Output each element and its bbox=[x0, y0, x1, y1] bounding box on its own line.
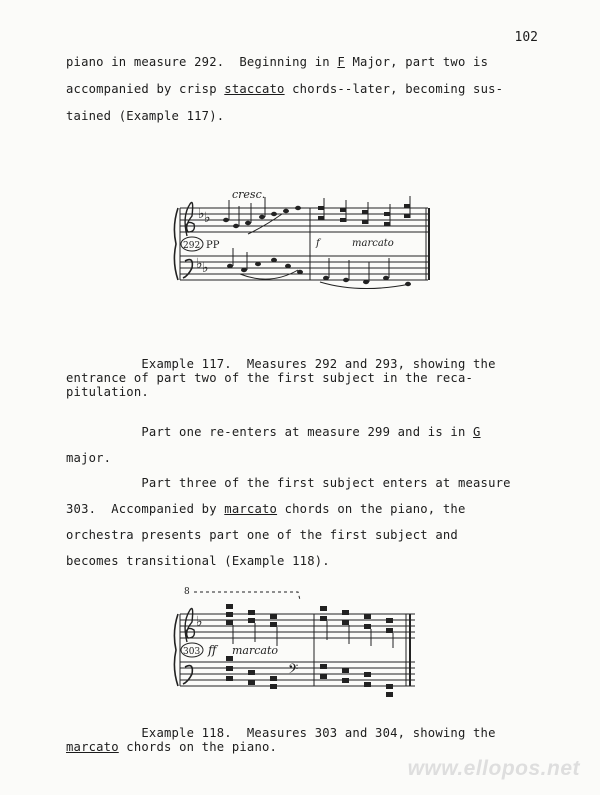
page-number: 102 bbox=[514, 30, 538, 45]
svg-text:♭: ♭ bbox=[196, 614, 203, 630]
svg-text:♭: ♭ bbox=[204, 210, 211, 226]
watermark: www.ellopos.net bbox=[407, 757, 580, 780]
svg-text:♭: ♭ bbox=[198, 206, 205, 222]
caption-118-line1: Example 118. Measures 303 and 304, showing the bbox=[66, 726, 496, 740]
underlined-term: marcato bbox=[224, 502, 278, 516]
body-line: orchestra presents part one of the first subject and bbox=[66, 528, 458, 542]
text-run: chords on the piano, the bbox=[277, 502, 466, 516]
octave-marking: 8 bbox=[184, 587, 190, 597]
underlined-term: marcato bbox=[66, 740, 119, 754]
underlined-term: staccato bbox=[224, 82, 285, 96]
caption-117-line1: Example 117. Measures 292 and 293, showing the bbox=[66, 357, 496, 371]
text-run: chords--later, becoming sus- bbox=[284, 82, 504, 96]
dynamic-pp: PP bbox=[206, 240, 220, 251]
caption-118-line2 bbox=[66, 740, 277, 754]
cresc-marking: cresc. bbox=[232, 188, 266, 201]
svg-text:♭: ♭ bbox=[202, 260, 209, 276]
text-run: Part one re-enters at measure 299 and is in bbox=[66, 425, 474, 439]
text-run: Major, part two is bbox=[344, 55, 489, 69]
text-run: chords on the piano. bbox=[118, 740, 278, 754]
underlined-key: F bbox=[337, 55, 345, 69]
caption-117-line3: pitulation. bbox=[66, 385, 149, 399]
measure-number: 303 bbox=[183, 647, 201, 657]
body-line bbox=[66, 502, 466, 516]
dynamic-ff: ff bbox=[208, 643, 217, 657]
body-line: becomes transitional (Example 118). bbox=[66, 554, 330, 568]
body-line: tained (Example 117). bbox=[66, 109, 225, 123]
underlined-key: G bbox=[473, 425, 481, 439]
body-line bbox=[66, 55, 488, 69]
text-run: accompanied by crisp bbox=[66, 82, 225, 96]
caption-117-line2: entrance of part two of the first subject in the reca- bbox=[66, 371, 474, 385]
music-example-118 bbox=[170, 584, 425, 709]
dynamic-f: f bbox=[316, 238, 320, 249]
body-line bbox=[66, 425, 481, 439]
svg-text:𝄢: 𝄢 bbox=[288, 661, 299, 680]
text-run: 303. Accompanied by bbox=[66, 502, 225, 516]
music-example-117 bbox=[170, 186, 440, 301]
marcato-marking: marcato bbox=[232, 644, 279, 657]
marcato-marking: marcato bbox=[352, 238, 394, 249]
body-line: major. bbox=[66, 451, 112, 465]
body-line bbox=[66, 82, 503, 96]
measure-number: 292 bbox=[183, 241, 201, 251]
svg-text:♭: ♭ bbox=[196, 256, 203, 272]
body-line: Part three of the first subject enters at measure bbox=[66, 476, 511, 490]
text-run: piano in measure 292. Beginning in bbox=[66, 55, 338, 69]
